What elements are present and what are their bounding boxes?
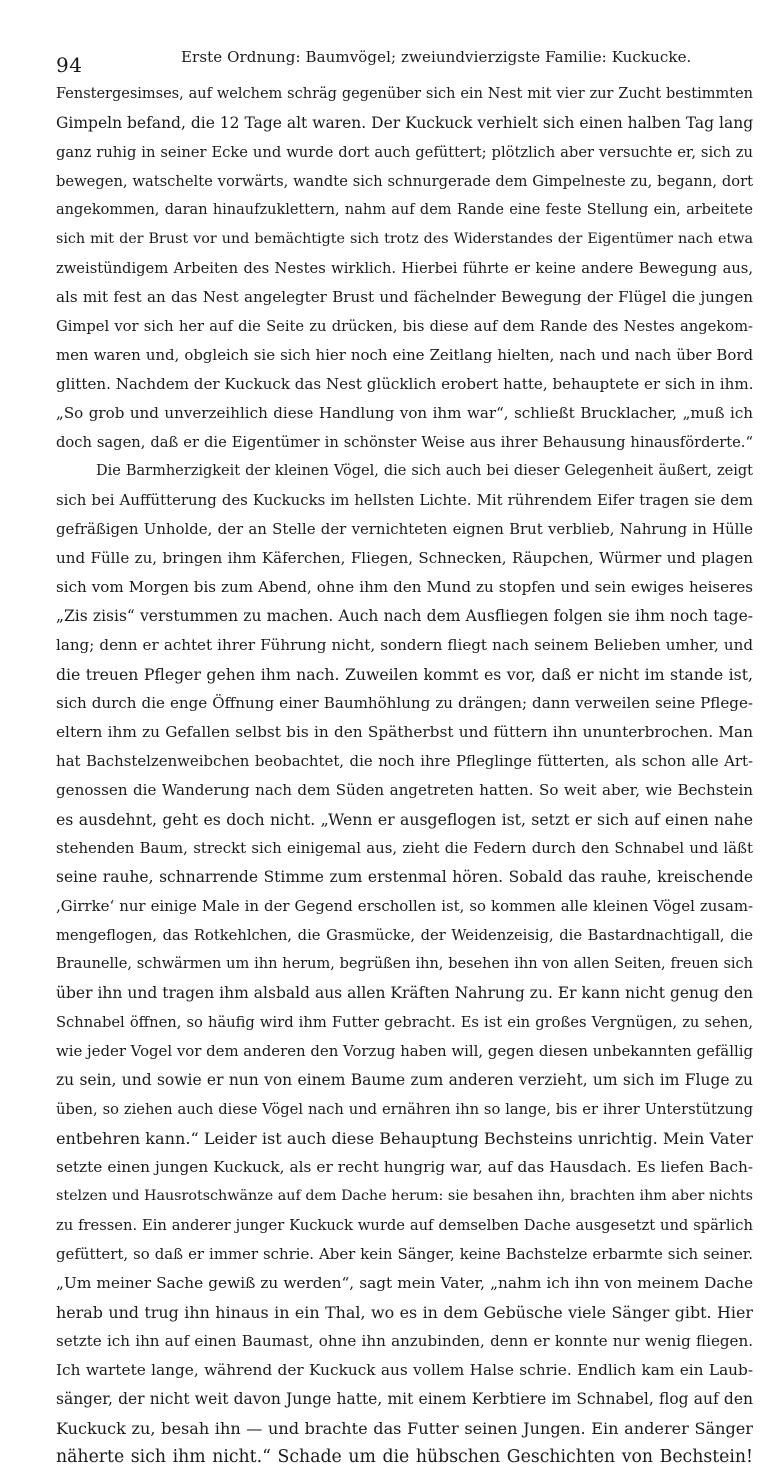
text-line: die treuen Pfleger gehen ihm nach. Zuweilen kommt es vor, daß er nicht im stande ist, xyxy=(56,665,753,684)
text-line: Fenstergesimses, auf welchem schräg gegenüber sich ein Nest mit vier zur Zucht bestimmten xyxy=(56,86,753,102)
text-line: setzte ich ihn auf einen Baumast, ohne ihn anzubinden, denn er konnte nur wenig fliegen. xyxy=(56,1332,753,1350)
text-line: näherte sich ihm nicht.“ Schade um die hübschen Geschichten von Bechstein! xyxy=(56,1447,753,1467)
text-line: herab und trug ihn hinaus in ein Thal, wo es in dem Gebüsche viele Sänger gibt. Hier xyxy=(56,1303,753,1322)
text-line: sänger, der nicht weit davon Junge hatte, mit einem Kerbtiere im Schnabel, flog auf den xyxy=(56,1390,753,1408)
text-line: ganz ruhig in seiner Ecke und wurde dort auch gefüttert; plötzlich aber versuchte er, sich zu xyxy=(56,144,753,161)
body-text xyxy=(56,80,753,1472)
text-line: stelzen und Hausrotschwänze auf dem Dache herum: sie besahen ihn, brachten ihm aber nichts xyxy=(56,1188,753,1204)
text-line: zu fressen. Ein anderer junger Kuckuck wurde auf demselben Dache ausgesetzt und spärlich xyxy=(56,1217,753,1234)
text-line: Gimpel vor sich her auf die Seite zu drücken, bis diese auf dem Rande des Nestes angekom- xyxy=(56,318,753,335)
text-line: üben, so ziehen auch diese Vögel nach und ernähren ihn so lange, bis er ihrer Unterstützung xyxy=(56,1101,753,1118)
text-line: eltern ihm zu Gefallen selbst bis in den Spätherbst und füttern ihn ununterbrochen. Man xyxy=(56,723,753,741)
text-line: „So grob und unverzeihlich diese Handlung von ihm war“, schließt Brucklacher, „muß ich xyxy=(56,404,753,422)
text-line: Schnabel öffnen, so häufig wird ihm Futter gebracht. Es ist ein großes Vergnügen, zu sehen, xyxy=(56,1014,753,1031)
text-line: sich bei Auffütterung des Kuckucks im hellsten Lichte. Mit rührendem Eifer tragen sie dem xyxy=(56,491,753,509)
text-line: Kuckuck zu, besah ihn — und brachte das Futter seinen Jungen. Ein anderer Sänger xyxy=(56,1419,753,1438)
running-head: Erste Ordnung: Baumvögel; zweiundvierzigste Familie: Kuckucke. xyxy=(181,48,692,66)
text-line: mengeflogen, das Rotkehlchen, die Grasmücke, der Weidenzeisig, die Bastardnachtigall, die xyxy=(56,927,753,944)
text-line: seine rauhe, schnarrende Stimme zum erstenmal hören. Sobald das rauhe, kreischende xyxy=(56,868,753,886)
text-line: sich vom Morgen bis zum Abend, ohne ihm den Mund zu stopfen und sein ewiges heiseres xyxy=(56,578,753,596)
text-line: doch sagen, daß er die Eigentümer in schönster Weise aus ihrer Behausung hinausförderte.“ xyxy=(56,434,753,451)
text-line: Die Barmherzigkeit der kleinen Vögel, die sich auch bei dieser Gelegenheit äußert, zeigt xyxy=(96,463,753,479)
text-line: ‚Girrke‘ nur einige Male in der Gegend erschollen ist, so kommen alle kleinen Vögel zusam- xyxy=(56,897,753,915)
text-line: „Zis zisis“ verstummen zu machen. Auch nach dem Ausfliegen folgen sie ihm noch tage- xyxy=(56,607,753,625)
text-line: Ich wartete lange, während der Kuckuck aus vollem Halse schrie. Endlich kam ein Laub- xyxy=(56,1361,753,1379)
text-line: Gimpeln befand, die 12 Tage alt waren. Der Kuckuck verhielt sich einen halben Tag lang xyxy=(56,114,754,132)
text-line: men waren und, obgleich sie sich hier noch eine Zeitlang hielten, nach und nach über Bord xyxy=(56,346,753,364)
text-line: angekommen, daran hinaufzuklettern, nahm auf dem Rande eine feste Stellung ein, arbeitete xyxy=(56,202,753,218)
text-line: zweistündigem Arbeiten des Nestes wirklich. Hierbei führte er keine andere Bewegung aus, xyxy=(56,260,753,277)
text-line: setzte einen jungen Kuckuck, als er recht hungrig war, auf das Hausdach. Es liefen Bach- xyxy=(56,1158,753,1176)
text-line: stehenden Baum, streckt sich einigemal aus, zieht die Federn durch den Schnabel und läßt xyxy=(56,839,753,857)
text-line: wie jeder Vogel vor dem anderen den Vorzug haben will, gegen diesen unbekannten gefällig xyxy=(56,1042,754,1060)
text-line: als mit fest an das Nest angelegter Brust und fächelnder Bewegung der Flügel die jungen xyxy=(56,288,753,306)
text-line: gefüttert, so daß er immer schrie. Aber kein Sänger, keine Bachstelze erbarmte sich seiner. xyxy=(56,1245,753,1263)
book-page xyxy=(56,40,754,1467)
text-line: es ausdehnt, geht es doch nicht. „Wenn er ausgeflogen ist, setzt er sich auf einen nahe xyxy=(56,810,753,829)
text-line: genossen die Wanderung nach dem Süden angetreten hatten. So weit aber, wie Bechstein xyxy=(56,781,753,799)
text-line: glitten. Nachdem der Kuckuck das Nest glücklich erobert hatte, behauptete er sich in ihm. xyxy=(56,375,754,393)
text-line: sich mit der Brust vor und bemächtigte sich trotz des Widerstandes der Eigentümer nach etwa xyxy=(56,231,753,247)
text-line: „Um meiner Sache gewiß zu werden“, sagt mein Vater, „nahm ich ihn von meinem Dache xyxy=(56,1274,753,1292)
text-line: und Fülle zu, bringen ihm Käferchen, Fliegen, Schnecken, Räupchen, Würmer und plagen xyxy=(56,549,753,567)
page-header xyxy=(56,40,753,80)
text-line: hat Bachstelzenweibchen beobachtet, die noch ihre Pfleglinge fütterten, als schon alle Art- xyxy=(56,752,753,770)
text-line: bewegen, watschelte vorwärts, wandte sich schnurgerade dem Gimpelneste zu, begann, dort xyxy=(56,173,753,190)
text-line: lang; denn er achtet ihrer Führung nicht, sondern fliegt nach seinem Belieben umher, und xyxy=(56,636,753,654)
text-line: entbehren kann.“ Leider ist auch diese Behauptung Bechsteins unrichtig. Mein Vater xyxy=(56,1129,753,1148)
text-line: gefräßigen Unholde, der an Stelle der vernichteten eignen Brut verblieb, Nahrung in Hülle xyxy=(56,520,753,538)
text-line: zu sein, und sowie er nun von einem Baume zum anderen verzieht, um sich im Fluge zu xyxy=(56,1071,753,1089)
text-line: über ihn und tragen ihm alsbald aus allen Kräften Nahrung zu. Er kann nicht genug den xyxy=(56,984,753,1002)
text-line: Braunelle, schwärmen um ihn herum, begrüßen ihn, besehen ihn von allen Seiten, freuen sich xyxy=(56,956,753,972)
page-number: 94 xyxy=(56,53,83,77)
text-line: sich durch die enge Öffnung einer Baumhöhlung zu drängen; dann verweilen seine Pflege- xyxy=(56,694,753,712)
